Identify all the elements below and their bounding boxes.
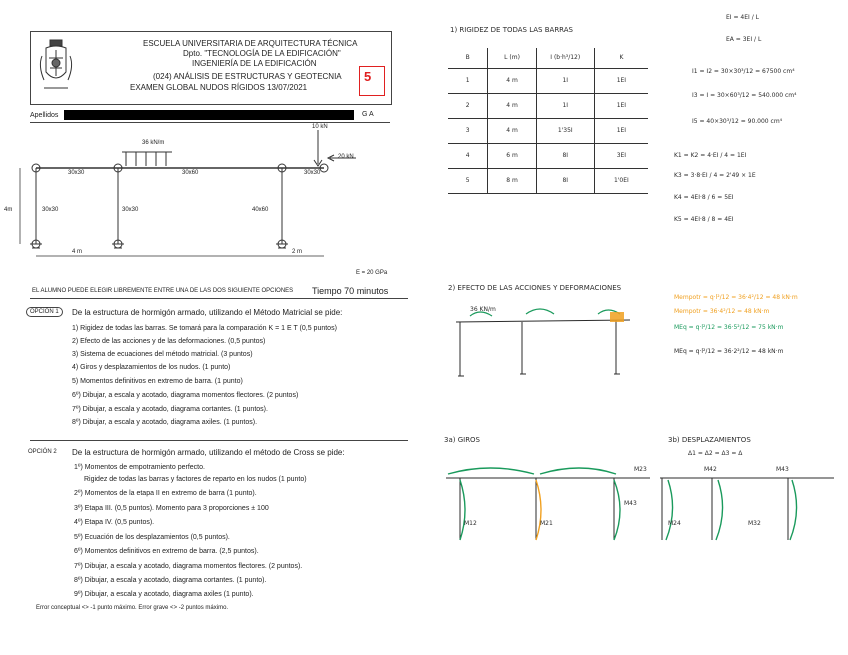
header-line-2: Dpto. "TECNOLOGÍA DE LA EDIFICACIÓN" [183, 49, 341, 58]
sec3-deformation-sketch [430, 0, 848, 655]
table-header-cell: K [594, 48, 648, 68]
table-header-cell: L (m) [487, 48, 535, 68]
table-cell: 4 m [487, 94, 535, 118]
sec3b-title: 3b) DESPLAZAMIENTOS [668, 436, 751, 444]
option1-item: 6º) Dibujar, a escala y acotado, diagrama momentos flectores. (2 puntos) [72, 392, 299, 399]
table-header-cell: I (b·h³/12) [536, 48, 594, 68]
stiffness-1: K1 = K2 = 4·EI / 4 = 1EI [674, 152, 747, 159]
table-cell: 3EI [594, 144, 648, 168]
moment-label: M42 [704, 466, 717, 473]
table-cell: 1EI [594, 69, 648, 93]
table-cell: 8 m [487, 169, 535, 193]
table-cell: 2 [465, 102, 470, 109]
moment-label: M43 [776, 466, 789, 473]
header-line-3: INGENIERÍA DE LA EDIFICACIÓN [192, 59, 317, 68]
fem-2: Mempotr = 36·4²/12 = 48 kN·m [674, 308, 770, 315]
table-cell: 4 m [487, 119, 535, 143]
height-label: 4m [4, 207, 13, 213]
inertia-1: I1 = I2 = 30×30³/12 = 67500 cm⁴ [692, 68, 795, 75]
header-line-4: (024) ANÁLISIS DE ESTRUCTURAS Y GEOTECNIA [153, 72, 342, 81]
divider-2 [30, 440, 408, 441]
table-cell: 1'0EI [594, 169, 648, 193]
group-label: G A [362, 111, 374, 118]
stiffness-3: K4 = 4EI·8 / 6 = 5EI [674, 194, 734, 201]
sec1-title: 1) RIGIDEZ DE TODAS LAS BARRAS [450, 26, 573, 34]
formula-ei: EI = 4EI / L [726, 14, 759, 21]
span-label-1: 4 m [72, 249, 83, 255]
option1-item: 5) Momentos definitivos en extremo de barra. (1 punto) [72, 378, 243, 385]
option2-item: 6º) Momentos definitivos en extremo de barra. (2,5 puntos). [74, 548, 259, 555]
section-label-1: 30x30 [68, 170, 85, 176]
option1-item: 1) Rigidez de todas las barras. Se tomará para la comparación K = 1 E T (0,5 puntos) [72, 325, 337, 332]
time-text: Tiempo 70 minutos [312, 286, 389, 296]
moment-label: M23 [634, 466, 647, 473]
choose-text: EL ALUMNO PUEDE ELEGIR LIBREMENTE ENTRE UNA DE LAS DOS SIGUIENTE OPCIONES [32, 288, 294, 294]
option1-title: De la estructura de hormigón armado, utilizando el Método Matricial se pide: [72, 308, 343, 317]
section-label-6: 40x60 [252, 207, 269, 213]
section-label-2: 30x60 [182, 170, 199, 176]
header-line-5: EXAMEN GLOBAL NUDOS RÍGIDOS 13/07/2021 [130, 83, 308, 92]
table-cell: 8I [536, 144, 594, 168]
apellidos-label: Apellidos [30, 112, 59, 119]
section-label-3: 30x30 [304, 170, 321, 176]
sec3b-eq: Δ1 = Δ2 = Δ3 = Δ [688, 450, 743, 457]
option1-item: 4) Giros y desplazamientos de los nudos. (1 punto) [72, 364, 231, 371]
moment-label: M24 [668, 520, 681, 527]
option1-item: 2) Efecto de las acciones y de las deformaciones. (0,5 puntos) [72, 338, 266, 345]
section-label-4: 30x30 [42, 207, 59, 213]
fem-3: MEq = q·l²/12 = 36·5²/12 = 75 kN·m [674, 324, 784, 331]
grade-box: 5 [359, 66, 385, 96]
table-cell: 8I [536, 169, 594, 193]
load-dist-label: 36 kN/m [142, 140, 165, 146]
load-side-label: 20 kN [338, 154, 354, 160]
option2-item: 8º) Dibujar, a escala y acotado, diagrama cortantes. (1 punto). [74, 577, 267, 584]
option2-item: Rigidez de todas las barras y factores de reparto en los nudos (1 punto) [84, 476, 307, 483]
option2-label: OPCIÓN 2 [28, 449, 57, 455]
stiffness-4: K5 = 4EI·8 / 8 = 4EI [674, 216, 734, 223]
fem-4: MEq = q·l²/12 = 36·2²/12 = 48 kN·m [674, 348, 784, 355]
sec2-load-label: 36 KN/m [470, 306, 496, 313]
divider-1 [30, 298, 408, 299]
moment-label: M32 [748, 520, 761, 527]
option2-item: 3º) Etapa III. (0,5 puntos). Momento para 3 proporciones ± 100 [74, 505, 269, 512]
table-cell: 1'35I [536, 119, 594, 143]
footer-note: Error conceptual <> -1 punto máximo. Error grave <> -2 puntos máximo. [36, 605, 229, 611]
option1-label: OPCIÓN 1 [26, 307, 63, 317]
table-cell: 1EI [594, 94, 648, 118]
sec2-title: 2) EFECTO DE LAS ACCIONES Y DEFORMACIONES [448, 284, 622, 292]
option2-item: 2º) Momentos de la etapa II en extremo de barra (1 punto). [74, 490, 257, 497]
e-value-label: E = 20 GPa [356, 270, 388, 276]
table-cell: 4 m [487, 69, 535, 93]
load-point-label: 10 kN [312, 124, 328, 130]
table-cell: 3 [465, 127, 470, 134]
section-label-5: 30x30 [122, 207, 139, 213]
moment-label: M21 [540, 520, 553, 527]
table-cell: 4 [465, 152, 470, 159]
moment-label: M43 [624, 500, 637, 507]
option2-item: 5º) Ecuación de los desplazamientos (0,5 puntos). [74, 534, 230, 541]
fem-1: Mempotr = q·l²/12 = 36·4²/12 = 48 kN·m [674, 294, 798, 301]
stiffness-2: K3 = 3·8·EI / 4 = 2'49 × 1E [674, 172, 756, 179]
inertia-3: I5 = 40×30³/12 = 90.000 cm⁴ [692, 118, 783, 125]
table-cell: 1I [536, 94, 594, 118]
option2-item: 7º) Dibujar, a escala y acotado, diagrama momentos flectores. (2 puntos). [74, 563, 303, 570]
formula-ea: EA = 3EI / L [726, 36, 762, 43]
option1-item: 7º) Dibujar, a escala y acotado, diagrama cortantes. (1 puntos). [72, 406, 268, 413]
table-cell: 5 [465, 177, 470, 184]
answer-sheet [430, 0, 848, 655]
table-cell: 1EI [594, 119, 648, 143]
option1-item: 3) Sistema de ecuaciones del método matricial. (3 puntos) [72, 351, 253, 358]
moment-label: M12 [464, 520, 477, 527]
option2-item: 4º) Etapa IV. (0,5 puntos). [74, 519, 155, 526]
option2-item: 1º) Momentos de empotramiento perfecto. [74, 464, 205, 471]
sec3a-title: 3a) GIROS [444, 436, 481, 444]
table-cell: 1I [536, 69, 594, 93]
header-line-1: ESCUELA UNIVERSITARIA DE ARQUITECTURA TÉCNICA [143, 39, 358, 48]
inertia-2: I3 = I = 30×60³/12 = 540.000 cm⁴ [692, 92, 797, 99]
option2-item: 9º) Dibujar, a escala y acotado, diagrama axiles (1 punto). [74, 591, 254, 598]
table-header-cell: B [465, 54, 470, 61]
table-cell: 6 m [487, 144, 535, 168]
exam-sheet [0, 0, 420, 655]
option1-item: 8º) Dibujar, a escala y acotado, diagrama axiles. (1 puntos). [72, 419, 258, 426]
span-label-3: 2 m [292, 249, 303, 255]
option2-title: De la estructura de hormigón armado, utilizando el método de Cross se pide: [72, 448, 345, 457]
table-cell: 1 [465, 77, 470, 84]
